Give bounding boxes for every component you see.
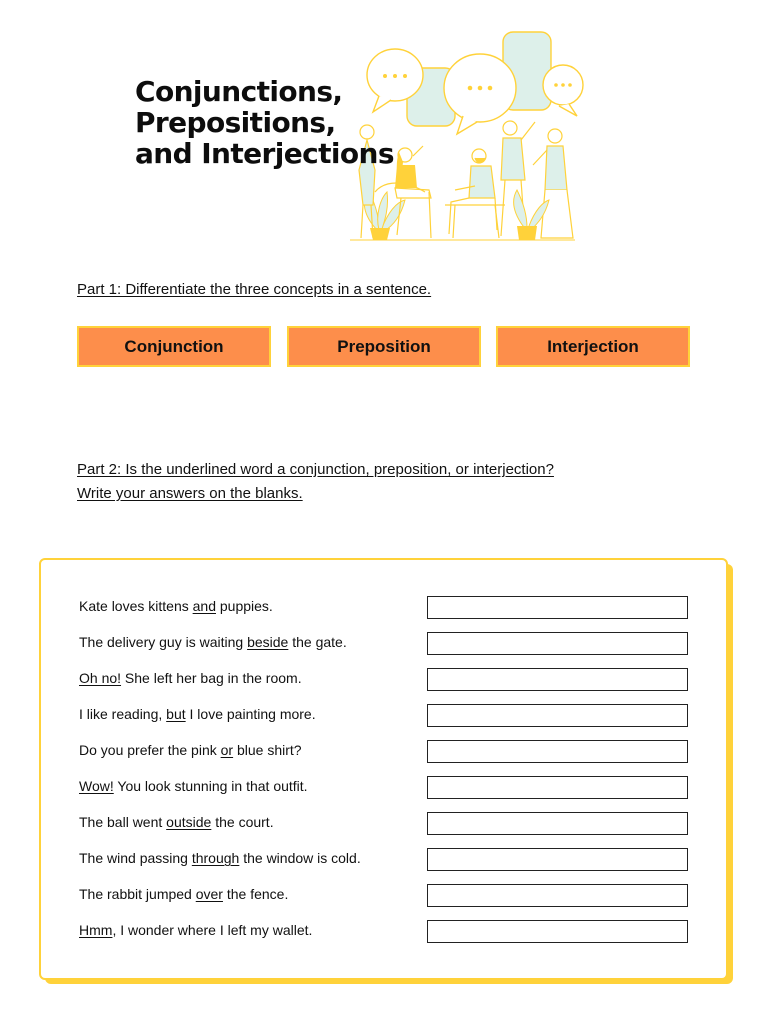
exercise-sentence — [79, 598, 273, 614]
answer-blank[interactable] — [427, 812, 688, 835]
answer-blank[interactable] — [427, 776, 688, 799]
underlined-word: through — [191, 850, 240, 866]
sentence-text-after: the court. — [211, 814, 274, 830]
underlined-word: Wow! — [79, 778, 114, 794]
part-2-heading-line-2: Write your answers on the blanks. — [77, 485, 303, 502]
answer-blank[interactable] — [427, 740, 688, 763]
sentence-text-before: Kate loves kittens — [79, 598, 193, 614]
sentence-text-before: The rabbit jumped — [79, 886, 196, 902]
exercise-sentence — [79, 742, 302, 758]
exercise-box — [39, 558, 728, 980]
sentence-text-after: I love painting more. — [185, 706, 316, 722]
underlined-word: outside — [166, 814, 212, 830]
sentence-text-before: The ball went — [79, 814, 167, 830]
sentence-text-after: You look stunning in that outfit. — [113, 778, 308, 794]
sentence-text-after: the window is cold. — [239, 850, 361, 866]
worksheet-title — [135, 76, 435, 169]
answer-blank[interactable] — [427, 668, 688, 691]
exercise-sentence — [79, 886, 288, 902]
underlined-word: Hmm — [79, 922, 113, 938]
exercise-sentence — [79, 814, 274, 830]
sentence-text-after: , I wonder where I left my wallet. — [112, 922, 313, 938]
sentence-text-after: the fence. — [222, 886, 289, 902]
sentence-text-after: blue shirt? — [233, 742, 302, 758]
category-box-interjection: Interjection — [496, 326, 690, 367]
sentence-text-before: Do you prefer the pink — [79, 742, 221, 758]
sentence-text-before: I like reading, — [79, 706, 167, 722]
sentence-text-after: the gate. — [288, 634, 347, 650]
sentence-text-after: puppies. — [215, 598, 273, 614]
sentence-text-after: She left her bag in the room. — [121, 670, 302, 686]
answer-blank[interactable] — [427, 884, 688, 907]
underlined-word: over — [195, 886, 223, 902]
part-1-heading: Part 1: Differentiate the three concepts in a sentence. — [77, 281, 432, 298]
sentence-text-before: The delivery guy is waiting — [79, 634, 248, 650]
part-2-heading-line-1: Part 2: Is the underlined word a conjunction, preposition, or interjection? — [77, 461, 554, 478]
category-box-preposition: Preposition — [287, 326, 481, 367]
exercise-sentence — [79, 670, 302, 686]
sentence-text-before: The wind passing — [79, 850, 192, 866]
title-line-3: and Interjections — [135, 137, 394, 170]
answer-blank[interactable] — [427, 632, 688, 655]
exercise-sentence — [79, 778, 308, 794]
underlined-word: and — [192, 598, 216, 614]
underlined-word: beside — [247, 634, 289, 650]
exercise-sentence — [79, 922, 312, 938]
answer-blank[interactable] — [427, 848, 688, 871]
exercise-sentence — [79, 706, 316, 722]
person-icon — [445, 149, 505, 238]
exercise-sentence — [79, 850, 361, 866]
part-2-heading — [77, 458, 717, 506]
answer-blank[interactable] — [427, 704, 688, 727]
underlined-word: or — [220, 742, 234, 758]
category-box-conjunction: Conjunction — [77, 326, 271, 367]
exercise-sentence — [79, 634, 347, 650]
underlined-word: Oh no! — [79, 670, 122, 686]
answer-blank[interactable] — [427, 920, 688, 943]
underlined-word: but — [166, 706, 186, 722]
title-line-2: Prepositions, — [135, 106, 336, 139]
answer-blank[interactable] — [427, 596, 688, 619]
title-line-1: Conjunctions, — [135, 75, 343, 108]
